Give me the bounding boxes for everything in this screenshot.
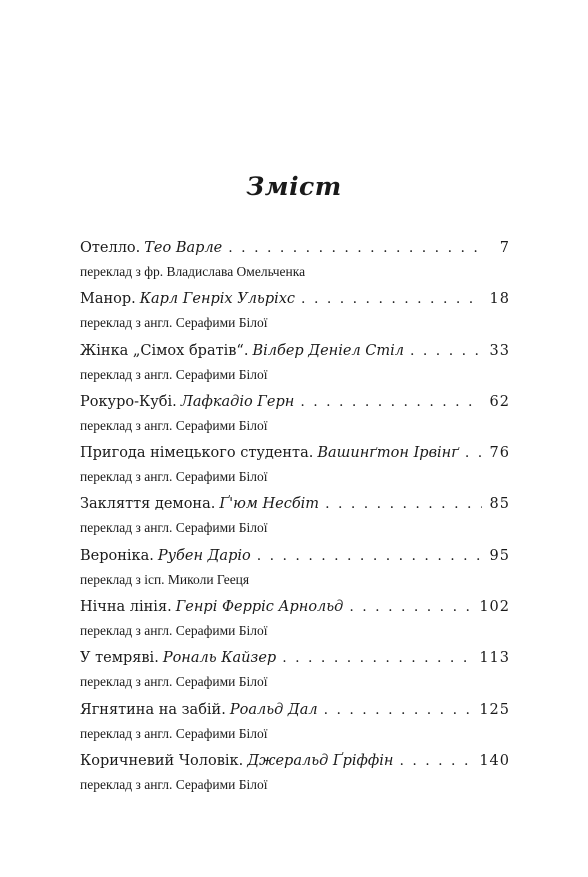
entry-page-number: 76 (489, 445, 510, 462)
entry-title: Рокуро-Кубі. (80, 393, 177, 410)
entry-title: Закляття демона. (80, 496, 216, 513)
entry-translation: переклад з англ. Серафими Білої (80, 520, 268, 536)
entry-author: Роальд Дал (229, 701, 318, 718)
entry-author: Вілбер Деніел Стіл (252, 342, 404, 359)
dot-leader (300, 394, 482, 410)
entry-author: Ґ'юм Несбіт (219, 496, 320, 513)
entry-page-number: 33 (489, 342, 510, 359)
entry-translation: переклад з англ. Серафими Білої (80, 417, 268, 433)
toc-entry-11[interactable] (80, 753, 510, 804)
toc-entry-7[interactable] (80, 548, 510, 599)
entry-title: Пригода німецького студента. (80, 445, 314, 462)
entry-page-number: 7 (499, 240, 510, 256)
entry-page-number: 95 (489, 547, 510, 564)
entry-page-number: 140 (479, 752, 510, 769)
entry-translation: переклад з англ. Серафими Білої (80, 674, 268, 690)
entry-title: У темряві. (80, 650, 159, 667)
table-of-contents (80, 240, 510, 804)
dot-leader (228, 240, 482, 256)
entry-title: Отелло. (80, 240, 141, 256)
page-title: Зміст (246, 172, 342, 201)
entry-author: Генрі Ферріс Арнольд (175, 599, 344, 616)
entry-author: Карл Генріх Ульріхс (139, 291, 296, 308)
entry-author: Вашинґтон Ірвінґ (317, 445, 459, 462)
toc-entry-2[interactable] (80, 291, 510, 342)
dot-leader (325, 496, 482, 512)
entry-translation: переклад з фр. Владислава Омельченка (80, 264, 306, 279)
toc-entry-8[interactable] (80, 599, 510, 650)
entry-author: Рональ Кайзер (162, 650, 277, 667)
entry-translation: переклад з англ. Серафими Білої (80, 469, 268, 485)
toc-entry-1[interactable] (80, 240, 510, 291)
entry-translation: переклад з англ. Серафими Білої (80, 366, 268, 382)
entry-author: Тео Варле (144, 240, 223, 256)
toc-entry-4[interactable] (80, 394, 510, 445)
dot-leader (301, 291, 482, 307)
dot-leader (257, 548, 482, 564)
dot-leader (282, 650, 473, 666)
toc-entry-5[interactable] (80, 445, 510, 496)
entry-page-number: 113 (479, 650, 510, 667)
entry-author: Джеральд Ґріффін (247, 752, 394, 769)
toc-entry-10[interactable] (80, 702, 510, 753)
entry-page-number: 85 (489, 496, 510, 513)
entry-title: Вероніка. (80, 547, 154, 564)
entry-translation: переклад з англ. Серафими Білої (80, 776, 268, 792)
entry-page-number: 125 (479, 701, 510, 718)
entry-title: Коричневий Чоловік. (80, 752, 244, 769)
entry-title: Манор. (80, 291, 136, 308)
entry-title: Нічна лінія. (80, 599, 172, 616)
entry-author: Рубен Даріо (157, 547, 251, 564)
toc-entry-9[interactable] (80, 650, 510, 701)
entry-translation: переклад з англ. Серафими Білої (80, 315, 268, 331)
entry-page-number: 18 (489, 291, 510, 308)
entry-page-number: 62 (489, 393, 510, 410)
toc-entry-6[interactable] (80, 496, 510, 547)
entry-translation: переклад з ісп. Миколи Гееця (80, 571, 250, 587)
dot-leader (349, 599, 473, 615)
toc-entry-3[interactable] (80, 343, 510, 394)
entry-page-number: 102 (479, 599, 510, 616)
entry-author: Лафкадіо Герн (180, 393, 295, 410)
dot-leader (465, 445, 482, 461)
dot-leader (324, 702, 474, 718)
entry-translation: переклад з англ. Серафими Білої (80, 623, 268, 639)
dot-leader (410, 343, 482, 359)
entry-title: Ягнятина на забій. (80, 701, 226, 718)
entry-title: Жінка „Сімох братів“. (80, 342, 249, 359)
entry-translation: переклад з англ. Серафими Білої (80, 725, 268, 741)
dot-leader (399, 753, 473, 769)
